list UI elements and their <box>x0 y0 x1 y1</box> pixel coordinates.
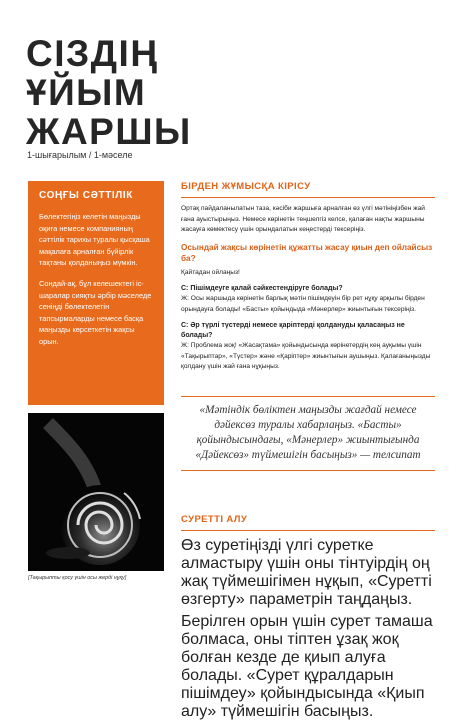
subheading-answer: Қайтадан ойлаңыз! <box>181 268 240 276</box>
question-1: С: Пішімдеуге қалай сәйкестендіруге болады? <box>181 285 343 292</box>
answer-1: Ж: Осы жаршыда көрінетін барлық мәтін пішімдеуін бір рет нұқу арқылы бірден орындауға болады! «Басты» қойындыда «Мәнерлер» жиынтығын тексеріңіз. <box>181 295 425 313</box>
photo-caption[interactable]: [Тақырыпты қосу үшін осы жерді нұқу] <box>28 575 127 581</box>
newsletter-title <box>26 34 192 151</box>
pull-quote: «Мәтіндік бөліктен маңызды жағдай немесе дәйексөз туралы хабарлаңыз. «Басты» қойындысындағы, «Мәнерлер» жиынтығында «Дәйексөз» түймешігін басыңыз» — телсипат <box>181 396 435 471</box>
section-2 <box>181 514 435 721</box>
question-2: С: Әр түрлі түстерді немесе қаріптерді қолдануды қаласаңыз не болады? <box>181 322 405 339</box>
section-2-heading: СУРЕТТІ АЛУ <box>181 514 248 525</box>
article-subheading: Осындай жақсы көрінетін құжатты жасау қиын деп ойлайсыз ба? <box>181 242 433 263</box>
issue-number: 1-шығарылым / 1-мәселе <box>27 150 133 160</box>
title-line-2: ҰЙЫМ <box>26 72 147 113</box>
article-intro: Ортақ пайдаланылатын таза, кәсіби жаршыға арналған өз үлгі мәтініңізбен жай ғана ауыстырыңыз. Немесе көрінетін теңшелгіз келсе, қалаған нақты жаршыны жасауға көмектесу үшін орындалатын кеңестерді тексеріңіз. <box>181 205 425 233</box>
sidebar-heading: СОҢҒЫ СӘТТІЛІК <box>39 190 133 201</box>
sidebar-box <box>28 181 164 405</box>
sidebar-paragraph-1: Бөлектегіңіз келетін маңызды оқиға немесе компанияның сәттілік тарихы туралы қысқаша мақалаға арналған бүйірлік тақтаны қолданыңыз мүмкін. <box>39 212 150 268</box>
answer-2: Ж: Проблема жоқ! «Жасақтама» қойындысында көрінетердің кең ауқымы үшін «Тақырыптар», «Түстер» және «Қаріптер» жиынтығын аушыңыз. Қалағаныңызды қолдану үшін жай ғана нұқыңыз. <box>181 342 431 370</box>
title-line-1: СІЗДІҢ <box>26 33 159 74</box>
heading-divider <box>181 197 435 198</box>
violin-scroll-image <box>28 413 164 571</box>
violin-photo[interactable] <box>28 413 164 571</box>
section-2-divider <box>181 530 435 531</box>
sidebar-paragraph-2: Сондай-ақ, бұл келешектегі іс-шаралар сияқты әрбір мәселеде сеніңді бөлектелетін тапсырмаларды немесе басқа маңызды көрсеткетін жақсы орын. <box>39 278 152 346</box>
article-heading: БІРДЕН ЖҰМЫСҚА КІРІСУ <box>181 181 311 192</box>
section-2-paragraph-2: Берілген орын үшін сурет тамаша болмаса, оны тіптен ұзақ жоқ болған кезде де қиып алуға болады. «Сурет құралдарын пішімдеу» қойындысында «Қиып алу» түймешігін басыңыз. <box>181 613 433 720</box>
section-2-paragraph-1: Өз суретіңізді үлгі суретке алмастыру үшін оны тінтуірдің оң жақ түймешігімен нұқып, «Суретті өзгерту» параметрін таңдаңыз. <box>181 537 432 608</box>
main-article <box>181 181 435 373</box>
title-line-3: ЖАРШЫ <box>26 111 192 152</box>
